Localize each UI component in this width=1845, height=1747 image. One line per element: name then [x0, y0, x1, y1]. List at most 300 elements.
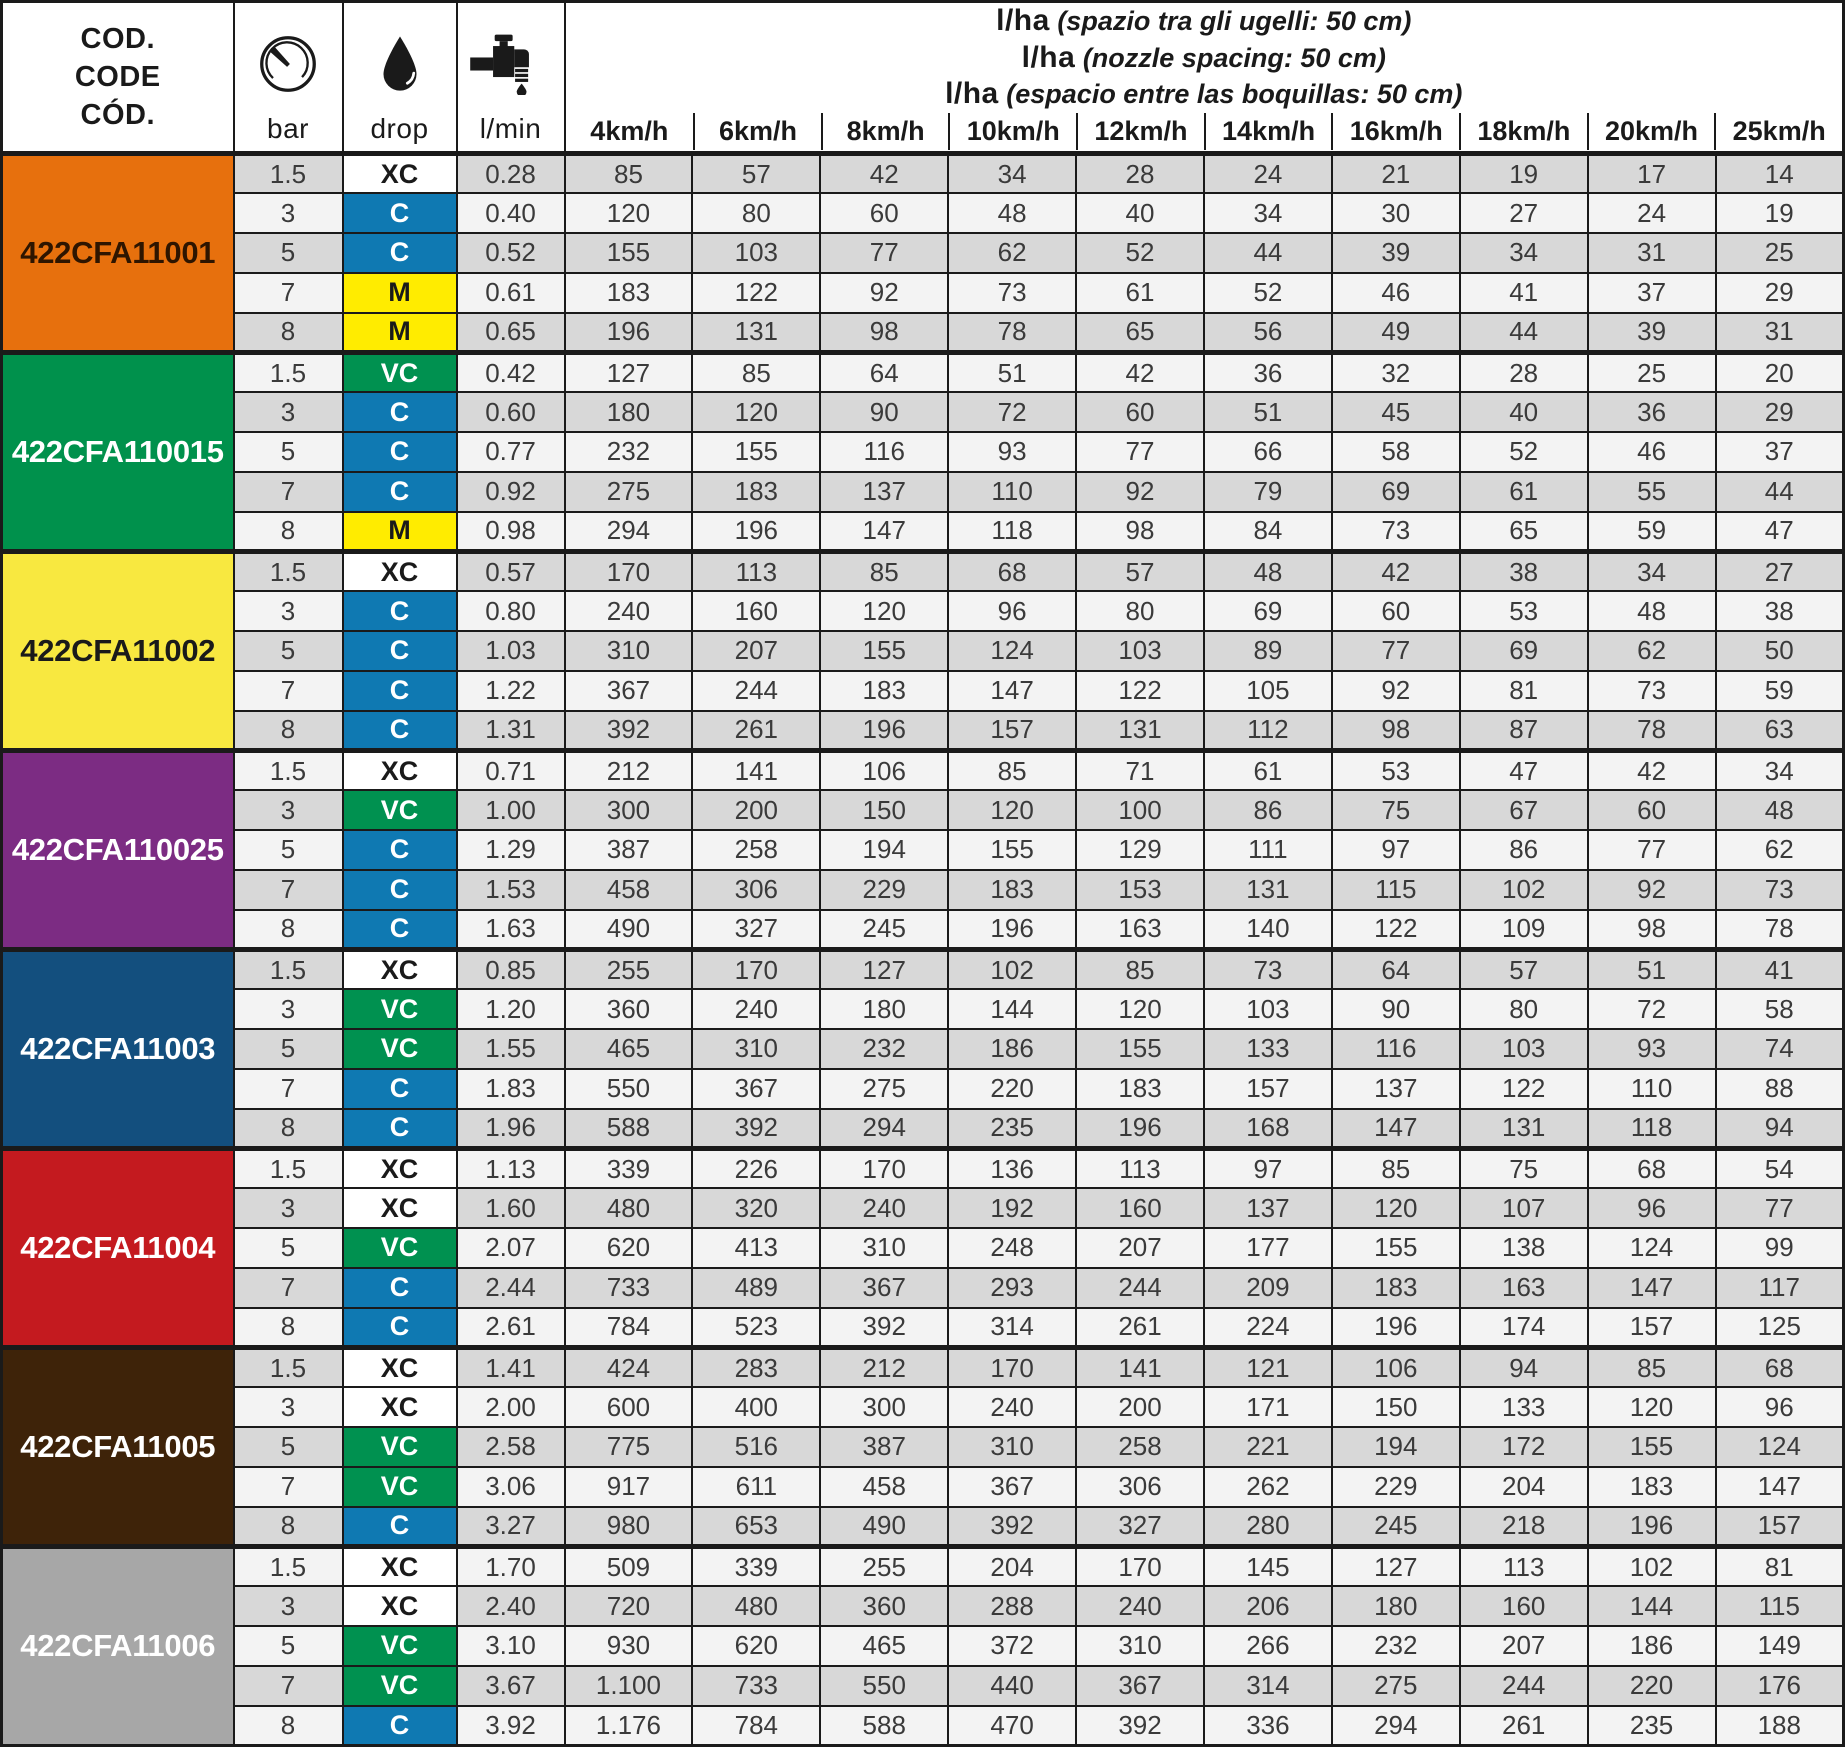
flow-lmin-cell: 0.52 — [457, 233, 565, 273]
lha-value-cell: 61 — [1076, 273, 1204, 313]
drop-size-cell: C — [343, 671, 457, 711]
lha-value-cell: 51 — [948, 352, 1076, 392]
lha-value-cell: 163 — [1076, 910, 1204, 950]
table-row — [2, 591, 1844, 631]
lha-value-cell: 136 — [948, 1148, 1076, 1188]
lha-value-cell: 56 — [1204, 313, 1332, 353]
speed-column-header: 12km/h — [1076, 113, 1204, 150]
drop-size-cell: VC — [343, 790, 457, 830]
flow-lmin-cell: 3.27 — [457, 1507, 565, 1547]
lha-value-cell: 92 — [1332, 671, 1460, 711]
lha-value-cell: 60 — [1588, 790, 1716, 830]
lha-value-cell: 155 — [565, 233, 693, 273]
flow-lmin-cell: 1.53 — [457, 870, 565, 910]
table-row — [2, 949, 1844, 989]
lha-value-cell: 163 — [1460, 1268, 1588, 1308]
flow-lmin-cell: 0.65 — [457, 313, 565, 353]
lha-value-cell: 235 — [1588, 1706, 1716, 1746]
lha-value-cell: 194 — [1332, 1427, 1460, 1467]
lha-value-cell: 71 — [1076, 750, 1204, 790]
lha-value-cell: 220 — [1588, 1666, 1716, 1706]
lha-value-cell: 144 — [948, 989, 1076, 1029]
lha-value-cell: 86 — [1460, 830, 1588, 870]
lha-value-cell: 41 — [1460, 273, 1588, 313]
lha-value-cell: 229 — [820, 870, 948, 910]
pressure-bar-cell: 3 — [234, 1387, 343, 1427]
lha-value-cell: 180 — [565, 392, 693, 432]
lha-value-cell: 147 — [820, 512, 948, 552]
lha-value-cell: 131 — [692, 313, 820, 353]
pressure-bar-cell: 3 — [234, 1188, 343, 1228]
drop-size-cell: C — [343, 830, 457, 870]
flow-lmin-cell: 1.55 — [457, 1029, 565, 1069]
flow-lmin-cell: 2.40 — [457, 1586, 565, 1626]
flow-lmin-cell: 0.98 — [457, 512, 565, 552]
lha-value-cell: 221 — [1204, 1427, 1332, 1467]
lha-value-cell: 192 — [948, 1188, 1076, 1228]
lha-value-cell: 46 — [1332, 273, 1460, 313]
lha-value-cell: 611 — [692, 1467, 820, 1507]
table-row — [2, 233, 1844, 273]
lha-value-cell: 60 — [820, 193, 948, 233]
flow-lmin-cell: 1.70 — [457, 1546, 565, 1586]
flow-lmin-cell: 2.00 — [457, 1387, 565, 1427]
lha-value-cell: 124 — [1716, 1427, 1844, 1467]
flow-lmin-cell: 1.20 — [457, 989, 565, 1029]
lha-value-cell: 523 — [692, 1308, 820, 1348]
lha-value-cell: 106 — [820, 750, 948, 790]
lha-value-cell: 38 — [1460, 551, 1588, 591]
pressure-bar-cell: 5 — [234, 1029, 343, 1069]
pressure-bar-cell: 8 — [234, 910, 343, 950]
lha-value-cell: 235 — [948, 1109, 1076, 1149]
lha-value-cell: 38 — [1716, 591, 1844, 631]
lha-value-cell: 77 — [1716, 1188, 1844, 1228]
flow-lmin-cell: 2.61 — [457, 1308, 565, 1348]
lha-value-cell: 44 — [1716, 472, 1844, 512]
lha-value-cell: 339 — [692, 1546, 820, 1586]
drop-size-cell: C — [343, 432, 457, 472]
lha-value-cell: 400 — [692, 1387, 820, 1427]
lha-value-cell: 775 — [565, 1427, 693, 1467]
lha-value-cell: 122 — [692, 273, 820, 313]
lha-value-cell: 240 — [692, 989, 820, 1029]
lha-value-cell: 240 — [820, 1188, 948, 1228]
table-row — [2, 512, 1844, 552]
lha-value-cell: 47 — [1716, 512, 1844, 552]
lha-value-cell: 102 — [948, 949, 1076, 989]
lha-value-cell: 170 — [692, 949, 820, 989]
lha-value-cell: 65 — [1076, 313, 1204, 353]
lha-value-cell: 110 — [948, 472, 1076, 512]
lha-value-cell: 80 — [1076, 591, 1204, 631]
pressure-bar-cell: 3 — [234, 989, 343, 1029]
lha-value-cell: 232 — [565, 432, 693, 472]
speed-column-header: 10km/h — [948, 113, 1076, 150]
lha-value-cell: 310 — [1076, 1626, 1204, 1666]
lha-value-cell: 103 — [692, 233, 820, 273]
lha-value-cell: 21 — [1332, 154, 1460, 194]
lha-value-cell: 440 — [948, 1666, 1076, 1706]
pressure-bar-cell: 8 — [234, 313, 343, 353]
lha-value-cell: 392 — [820, 1308, 948, 1348]
product-code-cell: 422CFA11006 — [2, 1546, 234, 1745]
table-row — [2, 1109, 1844, 1149]
lha-value-cell: 244 — [1076, 1268, 1204, 1308]
lha-value-cell: 160 — [1076, 1188, 1204, 1228]
lha-value-cell: 46 — [1588, 432, 1716, 472]
pressure-bar-cell: 7 — [234, 1268, 343, 1308]
lha-value-cell: 218 — [1460, 1507, 1588, 1547]
drop-size-cell: VC — [343, 989, 457, 1029]
lha-value-cell: 67 — [1460, 790, 1588, 830]
lha-value-cell: 47 — [1460, 750, 1588, 790]
lha-value-cell: 127 — [565, 352, 693, 392]
lha-value-cell: 255 — [820, 1546, 948, 1586]
flow-lmin-cell: 1.41 — [457, 1347, 565, 1387]
flow-lmin-cell: 0.92 — [457, 472, 565, 512]
lha-value-cell: 113 — [692, 551, 820, 591]
table-row — [2, 313, 1844, 353]
tap-icon — [470, 6, 552, 113]
bar-column-label: bar — [267, 113, 309, 144]
lha-value-cell: 458 — [565, 870, 693, 910]
lha-value-cell: 77 — [1332, 631, 1460, 671]
drop-size-cell: VC — [343, 1467, 457, 1507]
lha-value-cell: 102 — [1588, 1546, 1716, 1586]
drop-size-cell: C — [343, 392, 457, 432]
flow-lmin-cell: 1.60 — [457, 1188, 565, 1228]
lha-value-cell: 137 — [1204, 1188, 1332, 1228]
flow-lmin-cell: 3.10 — [457, 1626, 565, 1666]
lha-value-cell: 224 — [1204, 1308, 1332, 1348]
lha-value-cell: 103 — [1460, 1029, 1588, 1069]
lha-value-cell: 367 — [820, 1268, 948, 1308]
lha-value-cell: 149 — [1716, 1626, 1844, 1666]
drop-size-cell: C — [343, 1308, 457, 1348]
table-row — [2, 711, 1844, 751]
lha-value-cell: 183 — [565, 273, 693, 313]
lha-value-cell: 36 — [1588, 392, 1716, 432]
table-row — [2, 1148, 1844, 1188]
lha-value-cell: 62 — [1588, 631, 1716, 671]
lha-value-cell: 117 — [1716, 1268, 1844, 1308]
lha-value-cell: 131 — [1076, 711, 1204, 751]
lha-value-cell: 392 — [948, 1507, 1076, 1547]
lha-value-cell: 188 — [1716, 1706, 1844, 1746]
flow-lmin-cell: 0.71 — [457, 750, 565, 790]
lha-value-cell: 144 — [1588, 1586, 1716, 1626]
lha-value-cell: 209 — [1204, 1268, 1332, 1308]
lha-value-cell: 261 — [692, 711, 820, 751]
lha-value-cell: 51 — [1204, 392, 1332, 432]
lha-value-cell: 550 — [565, 1069, 693, 1109]
pressure-bar-cell: 5 — [234, 233, 343, 273]
lha-value-cell: 122 — [1460, 1069, 1588, 1109]
table-row — [2, 1029, 1844, 1069]
lha-value-cell: 196 — [1076, 1109, 1204, 1149]
lha-value-cell: 78 — [1716, 910, 1844, 950]
code-title-line: CODE — [74, 60, 161, 93]
lha-value-cell: 42 — [820, 154, 948, 194]
lha-value-cell: 115 — [1716, 1586, 1844, 1626]
lha-value-cell: 244 — [1460, 1666, 1588, 1706]
lha-value-cell: 258 — [692, 830, 820, 870]
drop-size-cell: C — [343, 631, 457, 671]
lha-value-cell: 49 — [1332, 313, 1460, 353]
lha-value-cell: 28 — [1076, 154, 1204, 194]
lha-value-cell: 116 — [820, 432, 948, 472]
lha-value-cell: 248 — [948, 1228, 1076, 1268]
lha-value-cell: 489 — [692, 1268, 820, 1308]
lha-value-cell: 314 — [948, 1308, 1076, 1348]
lha-value-cell: 183 — [1332, 1268, 1460, 1308]
flow-lmin-cell: 0.85 — [457, 949, 565, 989]
lha-value-cell: 120 — [948, 790, 1076, 830]
code-title-line: CÓD. — [80, 99, 155, 132]
lha-value-cell: 116 — [1332, 1029, 1460, 1069]
table-header — [2, 2, 1844, 154]
lha-value-cell: 73 — [948, 273, 1076, 313]
lha-value-cell: 620 — [565, 1228, 693, 1268]
drop-size-cell: VC — [343, 1029, 457, 1069]
drop-size-cell: C — [343, 1109, 457, 1149]
lha-value-cell: 196 — [565, 313, 693, 353]
lha-value-cell: 262 — [1204, 1467, 1332, 1507]
lha-value-cell: 81 — [1460, 671, 1588, 711]
lha-value-cell: 367 — [565, 671, 693, 711]
lha-value-cell: 300 — [820, 1387, 948, 1427]
drop-size-cell: C — [343, 1706, 457, 1746]
lha-value-cell: 60 — [1076, 392, 1204, 432]
lha-value-cell: 168 — [1204, 1109, 1332, 1149]
flow-lmin-cell: 0.28 — [457, 154, 565, 194]
lha-value-cell: 733 — [565, 1268, 693, 1308]
flow-lmin-cell: 0.40 — [457, 193, 565, 233]
lha-value-cell: 54 — [1716, 1148, 1844, 1188]
lha-value-cell: 72 — [948, 392, 1076, 432]
lha-value-cell: 112 — [1204, 711, 1332, 751]
lha-value-cell: 109 — [1460, 910, 1588, 950]
lha-value-cell: 106 — [1332, 1347, 1460, 1387]
lha-value-cell: 65 — [1460, 512, 1588, 552]
table-body — [2, 154, 1844, 1746]
lha-value-cell: 44 — [1460, 313, 1588, 353]
flow-lmin-cell: 0.57 — [457, 551, 565, 591]
table-row — [2, 1347, 1844, 1387]
lha-value-cell: 96 — [1716, 1387, 1844, 1427]
flow-column-header — [457, 2, 565, 154]
lha-value-cell: 50 — [1716, 631, 1844, 671]
lha-value-cell: 120 — [1076, 989, 1204, 1029]
lha-value-cell: 120 — [565, 193, 693, 233]
lha-value-cell: 392 — [1076, 1706, 1204, 1746]
lha-value-cell: 87 — [1460, 711, 1588, 751]
lha-value-cell: 155 — [820, 631, 948, 671]
table-row — [2, 750, 1844, 790]
lha-value-cell: 100 — [1076, 790, 1204, 830]
pressure-bar-cell: 8 — [234, 512, 343, 552]
lha-value-cell: 180 — [1332, 1586, 1460, 1626]
table-row — [2, 1467, 1844, 1507]
drop-size-cell: C — [343, 711, 457, 751]
lha-value-cell: 127 — [820, 949, 948, 989]
pressure-bar-cell: 7 — [234, 870, 343, 910]
lha-value-cell: 19 — [1716, 193, 1844, 233]
lha-value-cell: 68 — [1716, 1347, 1844, 1387]
lha-value-cell: 258 — [1076, 1427, 1204, 1467]
lha-value-cell: 183 — [948, 870, 1076, 910]
drop-column-header — [343, 2, 457, 154]
lha-value-cell: 73 — [1588, 671, 1716, 711]
flow-lmin-cell: 1.31 — [457, 711, 565, 751]
lha-value-cell: 24 — [1588, 193, 1716, 233]
lha-value-cell: 204 — [948, 1546, 1076, 1586]
lha-value-cell: 125 — [1716, 1308, 1844, 1348]
drop-size-cell: C — [343, 193, 457, 233]
lha-value-cell: 155 — [948, 830, 1076, 870]
table-row — [2, 472, 1844, 512]
lha-value-cell: 88 — [1716, 1069, 1844, 1109]
speed-column-header: 18km/h — [1459, 113, 1587, 150]
table-row — [2, 910, 1844, 950]
lha-value-cell: 103 — [1076, 631, 1204, 671]
drop-size-cell: M — [343, 273, 457, 313]
bar-column-header — [234, 2, 343, 154]
flow-lmin-cell: 0.42 — [457, 352, 565, 392]
lha-value-cell: 131 — [1460, 1109, 1588, 1149]
lha-value-cell: 80 — [1460, 989, 1588, 1029]
pressure-bar-cell: 7 — [234, 472, 343, 512]
lha-value-cell: 118 — [948, 512, 1076, 552]
lha-value-cell: 55 — [1588, 472, 1716, 512]
lha-value-cell: 92 — [1588, 870, 1716, 910]
lha-value-cell: 85 — [948, 750, 1076, 790]
lha-value-cell: 61 — [1460, 472, 1588, 512]
lha-value-cell: 34 — [1460, 233, 1588, 273]
lha-value-cell: 176 — [1716, 1666, 1844, 1706]
lha-value-cell: 96 — [1588, 1188, 1716, 1228]
lha-value-cell: 73 — [1204, 949, 1332, 989]
pressure-bar-cell: 1.5 — [234, 154, 343, 194]
lha-value-cell: 85 — [565, 154, 693, 194]
table-row — [2, 989, 1844, 1029]
lha-value-cell: 196 — [820, 711, 948, 751]
lha-value-cell: 97 — [1332, 830, 1460, 870]
lha-value-cell: 120 — [1332, 1188, 1460, 1228]
lha-value-cell: 98 — [1076, 512, 1204, 552]
lha-value-cell: 94 — [1460, 1347, 1588, 1387]
lha-header-block — [565, 2, 1844, 154]
lha-value-cell: 150 — [820, 790, 948, 830]
lha-value-cell: 1.100 — [565, 1666, 693, 1706]
lha-value-cell: 720 — [565, 1586, 693, 1626]
lha-value-cell: 97 — [1204, 1148, 1332, 1188]
lha-value-cell: 133 — [1460, 1387, 1588, 1427]
pressure-bar-cell: 1.5 — [234, 1546, 343, 1586]
lha-value-cell: 980 — [565, 1507, 693, 1547]
lha-value-cell: 1.176 — [565, 1706, 693, 1746]
lha-value-cell: 138 — [1460, 1228, 1588, 1268]
lha-value-cell: 77 — [1076, 432, 1204, 472]
lha-value-cell: 73 — [1716, 870, 1844, 910]
lha-value-cell: 19 — [1460, 154, 1588, 194]
lha-value-cell: 784 — [565, 1308, 693, 1348]
lha-value-cell: 59 — [1716, 671, 1844, 711]
lha-value-cell: 48 — [948, 193, 1076, 233]
lha-value-cell: 48 — [1204, 551, 1332, 591]
lha-value-cell: 155 — [1076, 1029, 1204, 1069]
lha-value-cell: 29 — [1716, 392, 1844, 432]
lha-value-cell: 320 — [692, 1188, 820, 1228]
lha-value-cell: 204 — [1460, 1467, 1588, 1507]
table-row — [2, 1507, 1844, 1547]
lha-value-cell: 275 — [820, 1069, 948, 1109]
lha-value-cell: 75 — [1460, 1148, 1588, 1188]
lha-value-cell: 244 — [692, 671, 820, 711]
lha-value-cell: 105 — [1204, 671, 1332, 711]
lha-value-cell: 157 — [1204, 1069, 1332, 1109]
lha-value-cell: 784 — [692, 1706, 820, 1746]
lha-value-cell: 61 — [1204, 750, 1332, 790]
lha-value-cell: 137 — [820, 472, 948, 512]
table-row — [2, 870, 1844, 910]
lha-value-cell: 212 — [820, 1347, 948, 1387]
lha-value-cell: 155 — [692, 432, 820, 472]
flow-lmin-cell: 1.22 — [457, 671, 565, 711]
lha-value-cell: 155 — [1332, 1228, 1460, 1268]
lha-value-cell: 294 — [1332, 1706, 1460, 1746]
lha-value-cell: 85 — [1588, 1347, 1716, 1387]
flow-lmin-cell: 1.00 — [457, 790, 565, 830]
drop-size-cell: XC — [343, 1546, 457, 1586]
lha-value-cell: 229 — [1332, 1467, 1460, 1507]
lha-value-cell: 94 — [1716, 1109, 1844, 1149]
drop-size-cell: VC — [343, 1626, 457, 1666]
lha-value-cell: 387 — [565, 830, 693, 870]
lha-value-cell: 232 — [820, 1029, 948, 1069]
lha-value-cell: 111 — [1204, 830, 1332, 870]
lha-value-cell: 733 — [692, 1666, 820, 1706]
lha-value-cell: 141 — [1076, 1347, 1204, 1387]
lha-value-cell: 85 — [820, 551, 948, 591]
drop-size-cell: C — [343, 233, 457, 273]
lha-value-cell: 183 — [1588, 1467, 1716, 1507]
lha-value-cell: 39 — [1332, 233, 1460, 273]
table-row — [2, 273, 1844, 313]
lha-value-cell: 85 — [1332, 1148, 1460, 1188]
lha-value-cell: 79 — [1204, 472, 1332, 512]
drop-size-cell: VC — [343, 352, 457, 392]
drop-size-cell: XC — [343, 1347, 457, 1387]
lha-value-cell: 413 — [692, 1228, 820, 1268]
lha-value-cell: 339 — [565, 1148, 693, 1188]
pressure-bar-cell: 7 — [234, 1666, 343, 1706]
speed-column-header: 8km/h — [821, 113, 949, 150]
drop-size-cell: C — [343, 1268, 457, 1308]
lha-value-cell: 41 — [1716, 949, 1844, 989]
pressure-bar-cell: 5 — [234, 631, 343, 671]
lha-value-cell: 360 — [565, 989, 693, 1029]
lha-value-cell: 42 — [1332, 551, 1460, 591]
lha-value-cell: 69 — [1204, 591, 1332, 631]
lha-value-cell: 458 — [820, 1467, 948, 1507]
flow-lmin-cell: 3.92 — [457, 1706, 565, 1746]
lha-value-cell: 73 — [1332, 512, 1460, 552]
speed-column-header: 20km/h — [1587, 113, 1715, 150]
lha-value-cell: 283 — [692, 1347, 820, 1387]
table-row — [2, 551, 1844, 591]
